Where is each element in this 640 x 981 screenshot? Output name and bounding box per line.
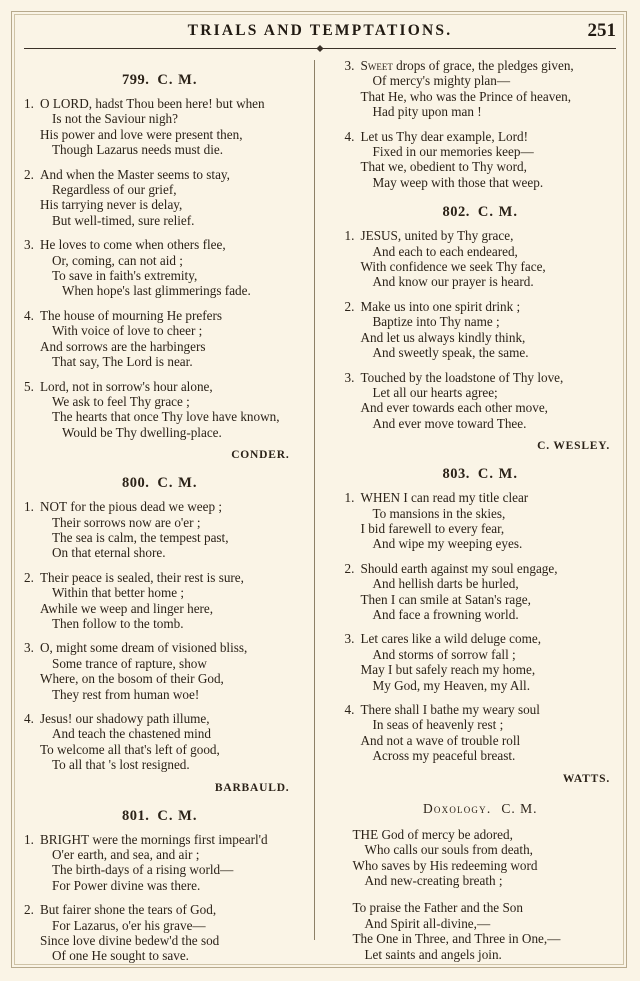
hymn-line: Awhile we weep and linger here, — [40, 600, 214, 616]
hymn-line: Lord, not in sorrow's hour alone, — [40, 378, 213, 394]
hymn-line: O'er earth, and sea, and air ; — [52, 847, 200, 863]
stanza-lines — [40, 237, 296, 299]
hymn-line: Though Lazarus needs must die. — [52, 142, 224, 158]
hymn-number: 800. — [122, 475, 150, 492]
hymn-heading — [345, 204, 617, 221]
hymn-line: Of mercy's mighty plan— — [372, 73, 511, 89]
hymn-author: CONDER. — [231, 449, 290, 462]
running-title: TRIALS AND TEMPTATIONS. — [187, 22, 453, 39]
hymn-line: Regardless of our grief, — [52, 182, 177, 198]
stanza-lines — [361, 299, 617, 361]
doxology-line: Let saints and angels join. — [364, 946, 502, 962]
hymn-line: BRIGHT were the mornings first impearl'd — [40, 831, 268, 847]
hymn-line: That He, who was the Prince of heaven, — [360, 88, 572, 104]
stanza — [24, 902, 296, 964]
stanza — [24, 711, 296, 773]
hymn-line: On that eternal shore. — [52, 545, 166, 561]
hymn-line: Then I can smile at Satan's rage, — [360, 591, 531, 607]
stanza — [345, 299, 617, 361]
hymn-number: 799. — [122, 72, 150, 88]
stanza-number: 5. — [24, 378, 34, 394]
hymn-line: Since love divine bedew'd the sod — [40, 933, 220, 949]
hymn-line: Baptize into Thy name ; — [372, 314, 500, 330]
hymn-meter: C. M. — [477, 466, 518, 483]
stanza-lines — [361, 702, 617, 764]
hymn-heading — [24, 808, 296, 825]
doxology-line: THE God of mercy be adored, — [352, 826, 513, 842]
hymn-meter: C. M. — [157, 807, 198, 824]
hymn-line: And sorrows are the harbingers — [40, 338, 206, 354]
stanza-number: 2. — [24, 902, 34, 918]
stanza — [24, 570, 296, 632]
hymn-author: BARBAULD. — [214, 781, 290, 794]
doxology-stanza — [345, 827, 617, 889]
stanza-number: 3. — [344, 369, 355, 385]
hymn-line: Their peace is sealed, their rest is sure, — [40, 569, 244, 585]
hymn-line: Let us Thy dear example, Lord! — [360, 128, 528, 144]
hymn-line: With confidence we seek Thy face, — [360, 259, 546, 275]
hymn-heading — [345, 466, 617, 483]
hymn-line: And ever move toward Thee. — [372, 415, 527, 431]
hymn-line: My God, my Heaven, my All. — [372, 677, 531, 693]
stanza — [24, 832, 296, 894]
doxology-line: Who calls our souls from death, — [364, 842, 533, 858]
hymn-line: O, might some dream of visioned bliss, — [40, 640, 248, 656]
hymn-line: Would be Thy dwelling-place. — [62, 424, 222, 440]
hymn-line: And when the Master seems to stay, — [40, 166, 230, 182]
doxology-line: The One in Three, and Three in One,— — [352, 931, 561, 947]
hymn-line: And not a wave of trouble roll — [360, 732, 521, 748]
stanza — [345, 58, 617, 120]
hymn-line: May weep with those that weep. — [372, 174, 544, 190]
hymn-line: His tarrying never is delay, — [40, 197, 183, 213]
hymn-line: The birth-days of a rising world— — [52, 862, 234, 878]
hymn-line: To all that 's lost resigned. — [52, 757, 190, 773]
hymn-line: He loves to come when others flee, — [40, 237, 226, 253]
stanza-lines — [361, 129, 617, 191]
hymn-line: Jesus! our shadowy path illume, — [40, 711, 210, 726]
column-left — [24, 58, 306, 964]
hymn-line: JESUS, united by Thy grace, — [360, 228, 514, 244]
hymn-number: 803. — [442, 466, 470, 483]
hymn-line: The hearts that once Thy love have known, — [52, 409, 280, 425]
hymn-line: NOT for the pious dead we weep ; — [40, 499, 223, 515]
stanza-lines — [40, 902, 296, 964]
hymn-line: Had pity upon man ! — [372, 104, 482, 120]
hymn-number: 802. — [442, 204, 470, 221]
first-word-smallcaps: WHEN — [360, 490, 401, 506]
stanza-lines — [361, 631, 617, 693]
doxology-title: Doxology. — [422, 800, 492, 816]
hymn-line: And wipe my weeping eyes. — [372, 536, 523, 552]
hymn-line: Or, coming, can not aid ; — [52, 252, 183, 268]
doxology-line: And Spirit all-divine,— — [364, 915, 491, 931]
stanza-number: 1. — [344, 228, 355, 244]
stanza-number: 1. — [24, 499, 34, 515]
hymn-line: And know our prayer is heard. — [372, 274, 534, 290]
hymn-line: Make us into one spirit drink ; — [360, 298, 521, 314]
stanza — [24, 379, 296, 441]
doxology-heading — [345, 801, 617, 817]
stanza — [24, 167, 296, 229]
stanza-number: 2. — [344, 298, 355, 314]
hymn-number: 801. — [122, 807, 150, 824]
hymn-line: Touched by the loadstone of Thy love, — [360, 369, 564, 385]
hymn-line: Fixed in our memories keep— — [372, 144, 534, 160]
stanza-number: 2. — [24, 569, 34, 585]
stanza — [345, 631, 617, 693]
hymn-line: Sweet drops of grace, the pledges given, — [360, 58, 574, 73]
hymn-line: That we, obedient to Thy word, — [360, 159, 527, 175]
hymn-line: And ever towards each other move, — [360, 400, 548, 416]
stanza — [24, 499, 296, 561]
stanza-number: 4. — [344, 128, 355, 144]
first-word-smallcaps: NOT — [40, 499, 68, 515]
hymn-heading — [24, 72, 296, 89]
column-right — [323, 58, 617, 962]
hymn-line: Where, on the bosom of their God, — [40, 671, 224, 687]
stanza-number: 2. — [344, 560, 355, 576]
hymn-meter: C. M. — [477, 204, 518, 221]
first-word-smallcaps: JESUS, — [360, 228, 402, 244]
hymn-line: Their sorrows now are o'er ; — [52, 514, 201, 530]
hymn-line: Within that better home ; — [52, 585, 185, 601]
stanza — [345, 129, 617, 191]
hymn-line: To welcome all that's left of good, — [40, 741, 220, 757]
hymn-line: Should earth against my soul engage, — [360, 560, 558, 576]
doxology-line: To praise the Father and the Son — [352, 900, 523, 915]
hymn-line: And hellish darts be hurled, — [372, 576, 519, 592]
hymn-line: Let all our hearts agree; — [372, 384, 498, 400]
stanza-number: 4. — [24, 711, 34, 726]
stanza-number: 4. — [24, 307, 34, 323]
first-word-smallcaps: O — [40, 96, 50, 111]
stanza — [24, 237, 296, 299]
first-word-smallcaps: Sweet — [360, 58, 393, 73]
hymn-meter: C. M. — [157, 475, 198, 492]
hymn-line: And each to each endeared, — [372, 243, 518, 259]
stanza-lines — [40, 167, 296, 229]
stanza-number: 1. — [24, 831, 34, 847]
hymn-line: For Lazarus, o'er his grave— — [52, 917, 206, 933]
hymn-line: When hope's last glimmerings fade. — [62, 283, 251, 299]
hymn-line: But fairer shone the tears of God, — [40, 902, 217, 918]
hymn-line: That say, The Lord is near. — [52, 354, 193, 370]
stanza-number: 1. — [344, 490, 355, 506]
hymn-line: And teach the chastened mind — [52, 726, 211, 742]
stanza-number: 3. — [344, 631, 355, 647]
hymn-line: We ask to feel Thy grace ; — [52, 393, 190, 409]
hymn-line: For Power divine was there. — [52, 877, 201, 893]
hymn-line: Of one He sought to save. — [52, 948, 189, 964]
hymn-line: May I but safely reach my home, — [360, 662, 536, 678]
hymn-author: C. WESLEY. — [537, 440, 610, 453]
hymn-line: I bid farewell to every fear, — [360, 520, 505, 536]
stanza-number: 2. — [24, 166, 34, 182]
page-number: 251 — [587, 20, 616, 41]
stanza — [24, 308, 296, 370]
stanza — [345, 228, 617, 290]
hymn-line: With voice of love to cheer ; — [52, 323, 203, 339]
stanza — [345, 370, 617, 432]
stanza-lines — [40, 499, 296, 561]
page-content — [24, 20, 616, 964]
stanza — [24, 96, 296, 158]
hymn-line: To mansions in the skies, — [372, 505, 506, 521]
text-columns — [24, 58, 616, 964]
hymn-line: Let cares like a wild deluge come, — [360, 631, 542, 647]
hymn-heading — [24, 475, 296, 492]
hymn-meter: C. M. — [157, 72, 198, 88]
hymn-line: But well-timed, sure relief. — [52, 212, 195, 228]
hymn-line: His power and love were present then, — [40, 126, 243, 142]
doxology-line: And new-creating breath ; — [364, 873, 503, 889]
hymn-line: Then follow to the tomb. — [52, 615, 184, 631]
header-rule — [24, 48, 616, 49]
stanza-lines — [40, 570, 296, 632]
hymn-line: The house of mourning He prefers — [40, 307, 223, 323]
hymn-line: O LORD, hadst Thou been here! but when — [40, 96, 265, 111]
hymn-line: The sea is calm, the tempest past, — [52, 529, 229, 545]
column-divider — [314, 60, 315, 940]
stanza-lines — [40, 379, 296, 441]
stanza-lines — [361, 490, 617, 552]
stanza-lines — [361, 370, 617, 432]
hymn-line: There shall I bathe my weary soul — [360, 702, 540, 717]
stanza — [345, 490, 617, 552]
stanza-lines — [40, 832, 296, 894]
stanza-lines — [40, 96, 296, 158]
hymn-line: In seas of heavenly rest ; — [372, 717, 504, 733]
hymn-line: WHEN I can read my title clear — [360, 490, 529, 506]
stanza-lines — [361, 228, 617, 290]
stanza-number: 3. — [344, 58, 355, 73]
hymn-line: Some trance of rapture, show — [52, 655, 207, 671]
stanza-lines — [40, 711, 296, 773]
stanza-number: 1. — [24, 96, 34, 111]
stanza-lines — [40, 308, 296, 370]
stanza-lines — [361, 58, 617, 120]
doxology-meter: C. M. — [501, 800, 538, 816]
hymn-line: And sweetly speak, the same. — [372, 345, 529, 361]
stanza — [24, 640, 296, 702]
stanza-number: 3. — [24, 237, 34, 253]
hymn-line: And storms of sorrow fall ; — [372, 646, 516, 662]
hymn-author: WATTS. — [562, 772, 610, 785]
hymn-line: Across my peaceful breast. — [372, 748, 516, 764]
first-word-smallcaps: BRIGHT — [40, 831, 90, 847]
hymn-line: And let us always kindly think, — [360, 329, 526, 345]
first-word-smallcaps: THE — [352, 826, 379, 842]
hymn-line: And face a frowning world. — [372, 606, 519, 622]
stanza-lines — [361, 561, 617, 623]
doxology-line: Who saves by His redeeming word — [352, 857, 538, 873]
stanza-number: 4. — [344, 702, 355, 717]
hymn-line: To save in faith's extremity, — [52, 268, 198, 284]
stanza — [345, 561, 617, 623]
doxology-stanza — [345, 900, 617, 962]
stanza-number: 3. — [24, 640, 34, 656]
hymn-line: They rest from human woe! — [52, 686, 200, 702]
stanza-lines — [40, 640, 296, 702]
hymn-line: Is not the Saviour nigh? — [52, 111, 178, 127]
stanza — [345, 702, 617, 764]
